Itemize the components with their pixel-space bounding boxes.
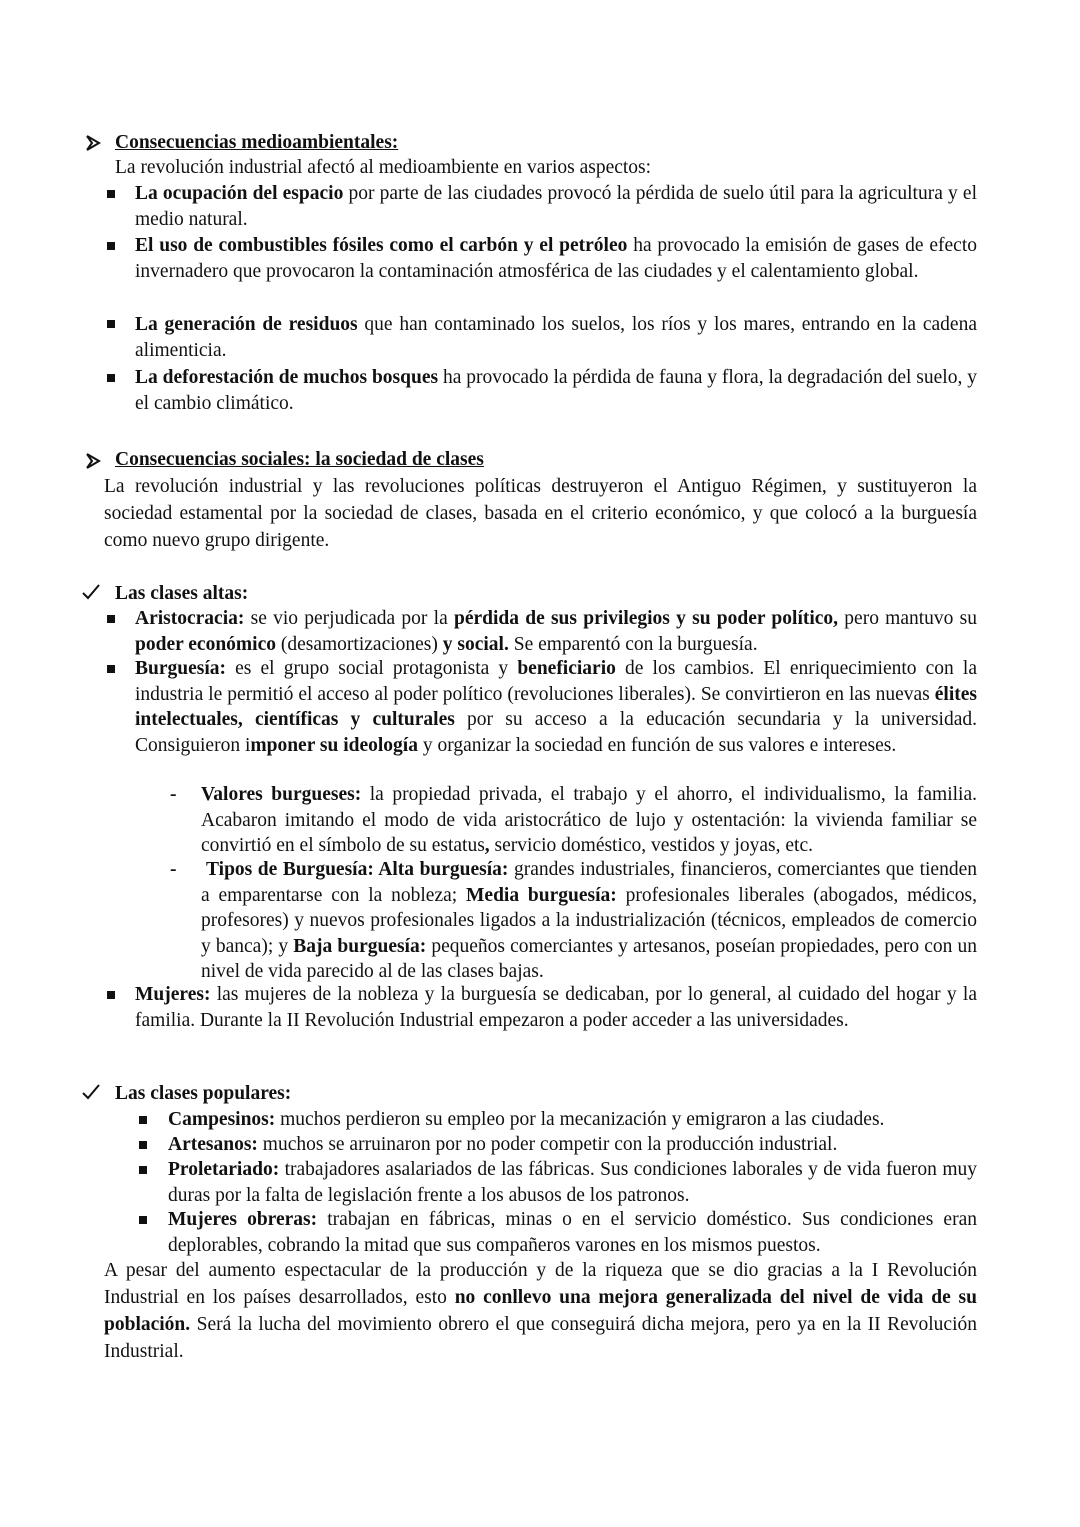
square-bullet-icon [139,1141,147,1149]
populares-item: Mujeres obreras: trabajan en fábricas, minas o en el servicio doméstico. Sus condiciones eran deplorables, cobrando la mitad que sus compañeros varones en los mismos puestos. [168,1209,977,1256]
square-bullet-icon [107,190,115,198]
square-bullet-icon [107,665,115,673]
env-item: El uso de combustibles fósiles como el carbón y el petróleo ha provocado la emisión de gases de efecto invernadero que provocaron la contaminación atmosférica de las ciudades y el calentamiento global. [135,235,977,282]
altas-heading: Las clases altas: [115,583,249,604]
populares-item: Proletariado: trabajadores asalariados de las fábricas. Sus condiciones laborales y de vida fueron muy duras por la falta de legislación frente a los abusos de los patronos. [168,1159,977,1206]
tipos-item: Tipos de Burguesía: Alta burguesía: grandes industriales, financieros, comerciantes que tienden a emparentarse con la nobleza; Media burguesía: profesionales liberales (abogados, médicos, profesores) y nuevos profesionales ligados a la industrialización (técnicos, empleados de comercio y banca); y Baja burguesía: pequeños comerciantes y artesanos, poseían propiedades, pero con un nivel de vida parecido al de las clases bajas. [201,859,977,982]
square-bullet-icon [139,1216,147,1224]
arrow-bullet-icon [84,134,102,152]
valores-item: Valores burgueses: la propiedad privada, el trabajo y el ahorro, el individualismo, la familia. Acabaron imitando el modo de vida aristocrático de lujo y ostentación: la vivienda familiar se convirtió en el símbolo de su estatus, servicio doméstico, vestidos y joyas, etc. [201,784,977,856]
populares-heading: Las clases populares: [115,1083,292,1104]
populares-item: Campesinos: muchos perdieron su empleo por la mecanización y emigraron a las ciudades. [168,1109,885,1130]
square-bullet-icon [107,320,115,328]
square-bullet-icon [139,1116,147,1124]
env-heading: Consecuencias medioambientales: [115,132,399,153]
burguesia-item: Burguesía: es el grupo social protagonista y beneficiario de los cambios. El enriquecimiento con la industria le permitió el acceso al poder político (revoluciones liberales). Se convirtieron en las nuevas élites intelectuales, científicas y culturales por su acceso a la educación secundaria y la universidad. Consiguieron imponer su ideología y organizar la sociedad en función de sus valores e intereses. [135,658,977,756]
square-bullet-icon [107,615,115,623]
closing-paragraph: A pesar del aumento espectacular de la producción y de la riqueza que se dio gracias a la I Revolución Industrial en los países desarrollados, esto no conllevo una mejora generalizada del nivel de vida de su población. Será la lucha del movimiento obrero el que conseguirá dicha mejora, pero ya en la II Revolución Industrial. [104,1260,977,1362]
square-bullet-icon [139,1166,147,1174]
env-intro: La revolución industrial afectó al medioambiente en varios aspectos: [115,157,652,178]
populares-item: Artesanos: muchos se arruinaron por no poder competir con la producción industrial. [168,1134,838,1155]
square-bullet-icon [107,374,115,382]
env-item: La generación de residuos que han contaminado los suelos, los ríos y los mares, entrando en la cadena alimenticia. [135,314,977,361]
square-bullet-icon [107,242,115,250]
social-intro: La revolución industrial y las revoluciones políticas destruyeron el Antiguo Régimen, y sustituyeron la sociedad estamental por la sociedad de clases, basada en el criterio económico, y que colocó a la burguesía como nuevo grupo dirigente. [104,476,977,551]
aristocracia-item: Aristocracia: se vio perjudicada por la pérdida de sus privilegios y su poder político, pero mantuvo su poder económico (desamortizaciones) y social. Se emparentó con la burguesía. [135,608,978,655]
env-item: La ocupación del espacio por parte de las ciudades provocó la pérdida de suelo útil para la agricultura y el medio natural. [135,183,977,230]
env-item: La deforestación de muchos bosques ha provocado la pérdida de fauna y flora, la degradación del suelo, y el cambio climático. [135,367,977,414]
social-heading: Consecuencias sociales: la sociedad de clases [115,449,484,470]
dash-bullet: - [170,784,177,805]
dash-bullet: - [170,859,177,880]
arrow-bullet-icon [84,452,102,470]
checkmark-bullet-icon [81,582,101,602]
square-bullet-icon [107,991,115,999]
mujeres-item: Mujeres: las mujeres de la nobleza y la burguesía se dedicaban, por lo general, al cuidado del hogar y la familia. Durante la II Revolución Industrial empezaron a poder acceder a las universidades. [135,984,977,1031]
checkmark-bullet-icon [81,1082,101,1102]
